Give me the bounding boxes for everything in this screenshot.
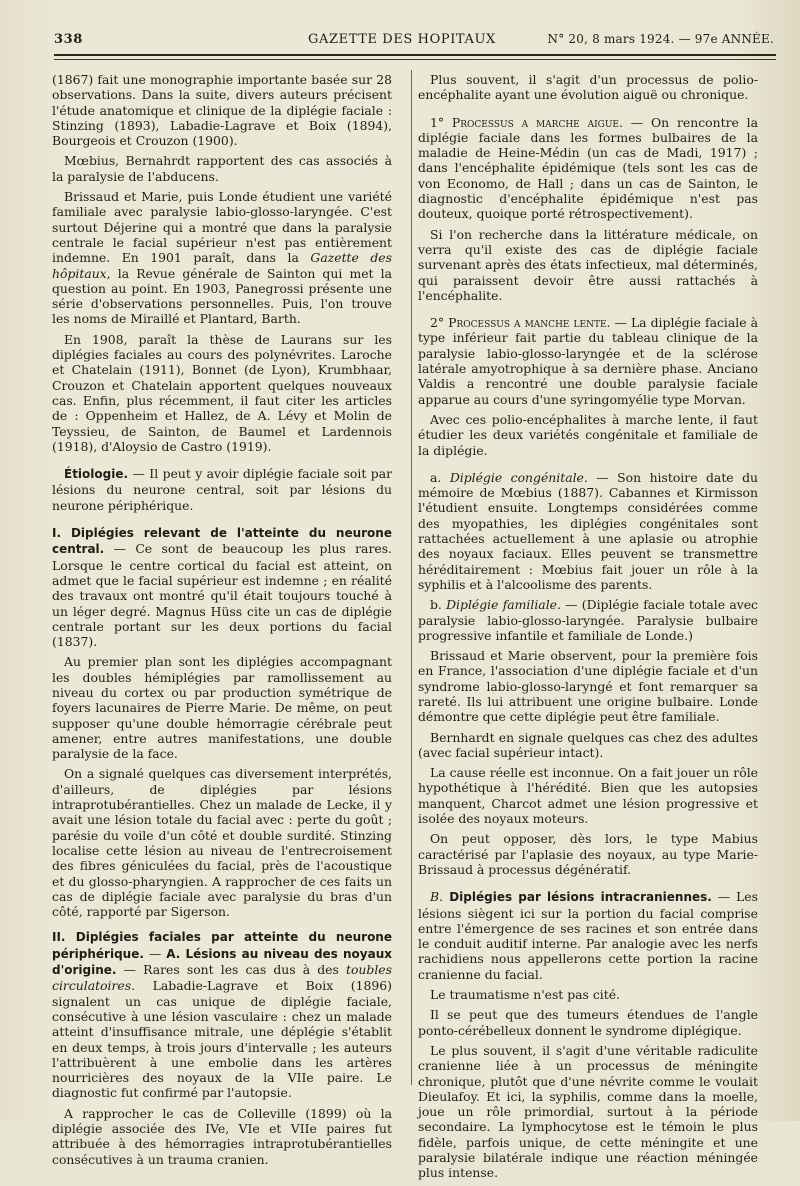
paragraph: En 1908, paraît la thèse de Laurans sur les diplégies faciales au cours des polynévrites. Laroche et Chatelain (1911), Bonnet (de Lyon), Krumbhaar, Crouzon et Chatelain apportent quelques nouveaux cas. Enfin, plus récemment, il faut citer les articles de : Oppenheim et Hallez, de A. Lévy et Molin de Teyssieu, de Sainton, de Baumel et Lardennois (1918), d'Aloysio de Castro (1919).	[52, 331, 392, 454]
paragraph: Au premier plan sont les diplégies accompagnant les doubles hémiplégies par ramollissement au niveau du cortex ou par production symétrique de foyers lacunaires de Pierre Marie. De même, on peut supposer qu'une double hémorragie cérébrale peut amener, entre autres manifestations, une double paralysie de la face.	[52, 654, 392, 762]
section-neurone-central: I. Diplégies relevant de l'atteinte du neurone central. — Ce sont de beaucoup les plus rares. Lorsque le centre cortical du facial est atteint, on admet que le facial supérieur est indemne ; en réalité des travaux ont montré qu'il était toujours touché à un léger degré. Magnus Hüss cite un cas de diplégie centrale portant sur les deux portions du facial (1837).	[52, 526, 392, 650]
paragraph: Avec ces polio-encéphalites à marche lente, il faut étudier les deux variétés congénitale et familiale de la diplégie.	[418, 411, 758, 458]
section-intracraniennes: B. Diplégies par lésions intracraniennes. — Les lésions siègent ici sur la portion du facial comprise entre l'émergence de ses racines et son entrée dans le conduit auditif interne. Par analogie avec les nerfs rachidiens nous appellerons cette portion la racine cranienne du facial.	[418, 889, 758, 982]
subsection-heading: A. Lésions au niveau des noyaux d'origine.	[52, 946, 392, 978]
subsection-heading: 2° Processus a manche lente.	[430, 315, 611, 331]
journal-title: GAZETTE DES HOPITAUX	[308, 32, 496, 47]
header-rule	[54, 54, 776, 56]
paragraph: Le plus souvent, il s'agit d'une véritable radiculite cranienne liée à un processus de méningite chronique, plutôt que d'une névrite comme le voulait Dieulafoy. Et ici, la syphilis, comme dans la moelle, joue un rôle primordial, surtout à la période secondaire. La lymphocytose est le témoin le plus fidèle, parfois unique, de cette méningite et une paralysie bilatérale indique une réaction méningée plus intense.	[418, 1042, 758, 1181]
subsection-heading: Diplégie congénitale.	[449, 469, 588, 485]
paragraph: (1867) fait une monographie importante basée sur 28 observations. Dans la suite, divers auteurs précisent l'étude anatomique et clinique de la diplégie faciale : Stinzing (1893), Labadie-Lagrave et Boix (1894), Bourgeois et Crouzon (1900).	[52, 72, 392, 149]
paragraph: Le traumatisme n'est pas cité.	[430, 987, 620, 1003]
section-heading: II. Diplégies faciales par atteinte du neurone périphérique.	[52, 930, 392, 961]
subsection-heading: Diplégie familiale.	[446, 597, 561, 613]
paragraph: Bernhardt en signale quelques cas chez des adultes (avec facial supérieur intact).	[418, 729, 758, 760]
paragraph: On peut opposer, dès lors, le type Mabius caractérisé par l'aplasie des noyaux, au type Marie-Brissaud à processus dégénératif.	[418, 831, 758, 877]
paragraph: On a signalé quelques cas diversement interprétés, d'ailleurs, de diplégies par lésions intraprotubérantielles. Chez un malade de Lecke, il y avait une lésion totale du facial avec : perte du goût ; parésie du voile d'un côté et double surdité. Stinzing localise cette lésion au niveau de l'entrecroisement des fibres géniculées du facial, près de l'acoustique et du glosso-pharyngien. A rapprocher de ces faits un cas de diplégie faciale avec paralysie du bras d'un côté, rapporté par Sigerson.	[52, 766, 392, 920]
header-rule-thin	[54, 59, 776, 60]
column-divider	[411, 70, 412, 1085]
paragraph: Il se peut que des tumeurs étendues de l'angle ponto-cérébelleux donnent le syndrome diplégique.	[418, 1007, 758, 1038]
paragraph: A rapprocher le cas de Colleville (1899) où la diplégie associée des IVe, VIe et VIIe paires fut attribuée à des hémorragies intraprotubérantielles consécutives à un trauma cranien.	[52, 1105, 392, 1167]
running-header	[54, 32, 774, 52]
subsection-heading: 1° Processus a marche aigue.	[430, 114, 623, 130]
journal-citation: Gazette des hôpitaux	[52, 250, 393, 281]
section-etiologie: Étiologie. — Il peut y avoir diplégie faciale soit par lésions du neurone central, soit par lésions du neurone périphérique.	[52, 466, 392, 513]
paragraph: a. Diplégie congénitale. — Son histoire date du mémoire de Mœbius (1887). Cabannes et Kirmisson l'étudient ensuite. Longtemps considérées comme des myopathies, les diplégies congénitales sont rattachées actuellement à une aplasie ou atrophie des noyaux faciaux. Elles peuvent se transmettre héréditairement : Mœbius fait jouer un rôle à la syphilis et à l'alcoolisme des parents.	[418, 469, 759, 592]
paragraph: b. Diplégie familiale. — (Diplégie faciale totale avec paralysie labio-glosso-laryngée. Paralysie bulbaire progressive infantile et familiale de Londe.)	[418, 597, 758, 643]
paragraph: Brissaud et Marie, puis Londe étudient une variété familiale avec paralysie labio-glosso-laryngée. C'est surtout Déjerine qui a montré que dans la paralysie centrale le facial supérieur n'est pas entièrement indemne. En 1901 paraît, dans la Gazette des hôpitaux, la Revue générale de Sainton qui met la question au point. En 1903, Panegrossi présente une série d'observations personnelles. Puis, l'on trouve les noms de Miraillé et Plantard, Barth.	[52, 189, 393, 327]
paragraph: La cause réelle est inconnue. On a fait jouer un rôle hypothétique à l'hérédité. Bien que les autopsies manquent, Charcot admet une lésion progressive et isolée des noyaux moteurs.	[418, 765, 758, 827]
section-neurone-peripherique: II. Diplégies faciales par atteinte du neurone périphérique. — A. Lésions au niveau des noyaux d'origine. — Rares sont les cas dus à des toubles circulatoires. Labadie-Lagrave et Boix (1896) signalent un cas unique de diplégie faciale, consécutive à une lésion vasculaire : chez un malade atteint d'insuffisance mitrale, une déplégie s'établit en deux temps, à trois jours d'intervalle ; les auteurs l'attribuèrent à une embolie dans les artères nourricières des noyaux de la VIIe paire. Le diagnostic fut confirmé par l'autopsie.	[52, 930, 392, 1101]
paragraph: 2° Processus a manche lente. — La diplégie faciale à type inférieur fait partie du tableau clinique de la paralysie labio-glosso-laryngée et de la sclérose latérale amyotrophique à sa dernière phase. Anciano Valdis a rencontré une double paralysie faciale apparue au cours d'une syringomyélie type Morvan.	[418, 315, 759, 407]
section-heading: Étiologie.	[64, 467, 129, 482]
section-heading: I. Diplégies relevant de l'atteinte du neurone central.	[52, 526, 392, 557]
left-column	[52, 72, 392, 1172]
paragraph: Plus souvent, il s'agit d'un processus de polio-encéphalite ayant une évolution aiguë ou chronique.	[418, 72, 758, 103]
right-column	[418, 72, 758, 1186]
paragraph: 1° Processus a marche aigue. — On rencontre la diplégie faciale dans les formes bulbaires de la maladie de Heine-Médin (un cas de Madi, 1917) ; dans l'encéphalite épidémique (tels sont les cas de von Economo, de Hall ; dans un cas de Sainton, le diagnostic d'encéphalite épidémique n'est pas douteux, quoique porté rétrospectivement).	[418, 114, 759, 222]
page-number: 338	[54, 32, 83, 47]
paragraph: Si l'on recherche dans la littérature médicale, on verra qu'il existe des cas de diplégie faciale survenant après des états infectieux, mal déterminés, qui paraissent devoir être aussi rattachés à l'encéphalite.	[418, 226, 758, 303]
paragraph: Mœbius, Bernahrdt rapportent des cas associés à la paralysie de l'abducens.	[52, 153, 392, 184]
issue-info: N° 20, 8 mars 1924. — 97e ANNÉE.	[547, 32, 774, 46]
section-heading: Diplégies par lésions intracraniennes.	[443, 890, 712, 905]
paragraph: Brissaud et Marie observent, pour la première fois en France, l'association d'une diplégie faciale et d'un syndrome labio-glosso-laryngé et font remarquer sa rareté. Ils lui attribuent une origine bulbaire. Londe démontre que cette diplégie peut être familiale.	[418, 648, 758, 725]
